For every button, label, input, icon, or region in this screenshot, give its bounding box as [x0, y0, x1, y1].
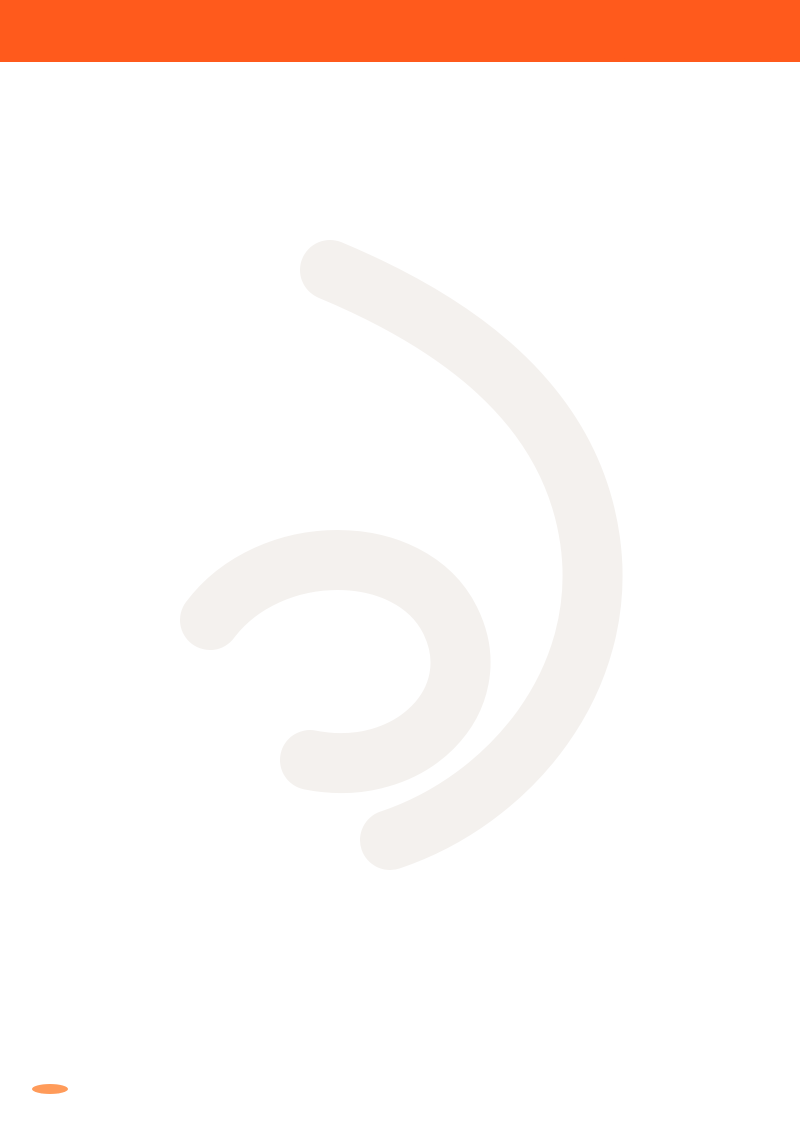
- watermark-decoration: [150, 240, 670, 940]
- page-number-decoration: [32, 1084, 68, 1094]
- torn-edge-decoration: [0, 44, 800, 68]
- top-banner: [0, 0, 800, 62]
